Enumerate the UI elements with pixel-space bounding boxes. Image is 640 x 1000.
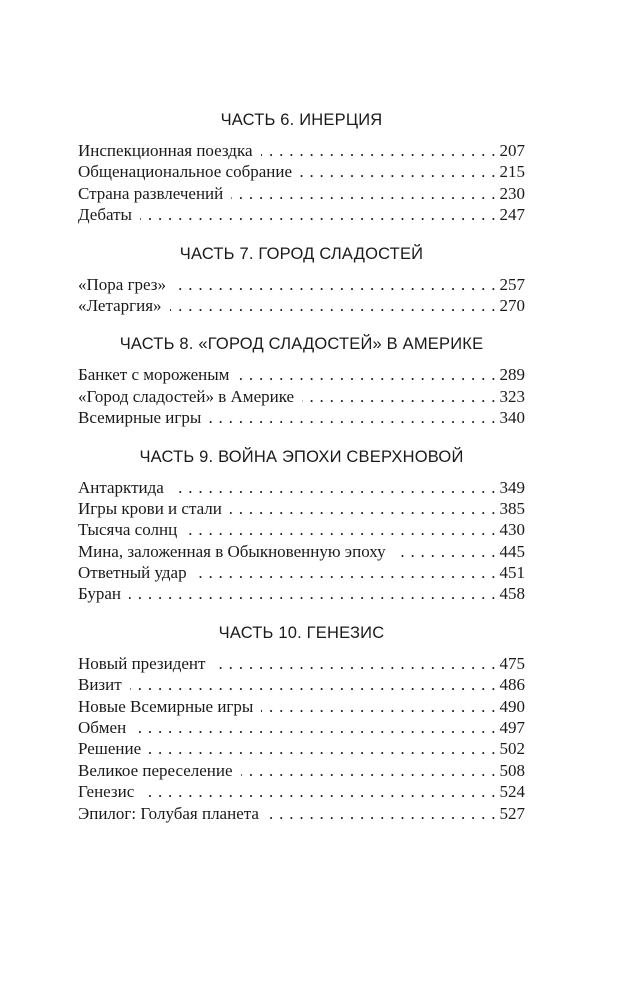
dot-leader xyxy=(394,541,496,562)
toc-part xyxy=(78,619,525,824)
entry-page-number: 458 xyxy=(499,584,525,604)
entry-page-number: 527 xyxy=(499,803,525,823)
toc-entry[interactable] xyxy=(78,519,525,540)
toc-entry[interactable] xyxy=(78,674,525,695)
dot-leader xyxy=(237,364,495,385)
toc-entry[interactable] xyxy=(78,183,525,204)
entry-title: Страна развлечений xyxy=(78,183,224,203)
part-entries xyxy=(78,653,525,824)
entry-page-number: 502 xyxy=(499,739,525,759)
entry-page-number: 475 xyxy=(499,653,525,673)
dot-leader xyxy=(140,204,496,225)
toc-part xyxy=(78,240,525,317)
entry-title: Мина, заложенная в Обыкновенную эпоху xyxy=(78,541,386,561)
dot-leader xyxy=(241,760,496,781)
entry-title: «Летаргия» xyxy=(78,295,162,315)
entry-page-number: 490 xyxy=(499,696,525,716)
entry-title: Эпилог: Голубая планета xyxy=(78,803,259,823)
toc-entry[interactable] xyxy=(78,803,525,824)
dot-leader xyxy=(261,696,495,717)
toc-entry[interactable] xyxy=(78,295,525,316)
entry-page-number: 215 xyxy=(499,162,525,182)
toc-entry[interactable] xyxy=(78,386,525,407)
entry-page-number: 445 xyxy=(499,541,525,561)
dot-leader xyxy=(174,274,495,295)
dot-leader xyxy=(170,295,496,316)
entry-page-number: 289 xyxy=(499,365,525,385)
entry-page-number: 497 xyxy=(499,718,525,738)
dot-leader xyxy=(130,674,496,695)
dot-leader xyxy=(213,653,495,674)
entry-title: Инспекционная поездка xyxy=(78,141,253,160)
toc-entry[interactable] xyxy=(78,696,525,717)
toc-entry[interactable] xyxy=(78,583,525,604)
toc-entry[interactable] xyxy=(78,541,525,562)
dot-leader xyxy=(231,183,495,204)
part-entries xyxy=(78,274,525,317)
dot-leader xyxy=(129,583,496,604)
toc-entry[interactable] xyxy=(78,477,525,498)
part-entries xyxy=(78,140,525,226)
entry-page-number: 230 xyxy=(499,183,525,203)
toc-entry[interactable] xyxy=(78,738,525,759)
entry-page-number: 430 xyxy=(499,520,525,540)
toc-entry[interactable] xyxy=(78,498,525,519)
entry-title: Визит xyxy=(78,675,122,695)
entry-title: Банкет с мороженым xyxy=(78,365,230,385)
toc-entry[interactable] xyxy=(78,562,525,583)
dot-leader xyxy=(185,519,495,540)
entry-title: Тысяча солнц xyxy=(78,520,178,540)
toc-entry[interactable] xyxy=(78,140,525,161)
toc-entry[interactable] xyxy=(78,364,525,385)
entry-title: Антарктида xyxy=(78,477,164,497)
part-entries xyxy=(78,477,525,605)
dot-leader xyxy=(267,803,496,824)
entry-page-number: 451 xyxy=(499,563,525,583)
part-heading: ЧАСТЬ 10. ГЕНЕЗИС xyxy=(218,623,385,642)
entry-title: Общенациональное собрание xyxy=(78,162,293,182)
entry-page-number: 486 xyxy=(499,675,525,695)
part-heading: ЧАСТЬ 7. ГОРОД СЛАДОСТЕЙ xyxy=(179,244,424,263)
dot-leader xyxy=(195,562,496,583)
entry-title: Игры крови и стали xyxy=(78,498,222,518)
entry-title: Дебаты xyxy=(78,205,132,225)
entry-page-number: 323 xyxy=(499,386,525,406)
entry-page-number: 257 xyxy=(499,274,525,294)
entry-page-number: 349 xyxy=(499,477,525,497)
entry-page-number: 524 xyxy=(499,782,525,802)
dot-leader xyxy=(261,140,496,161)
entry-title: Буран xyxy=(78,584,121,604)
dot-leader xyxy=(300,161,495,182)
dot-leader xyxy=(172,477,496,498)
entry-title: Всемирные игры xyxy=(78,408,202,428)
dot-leader xyxy=(149,738,495,759)
entry-page-number: 247 xyxy=(499,205,525,225)
part-heading: ЧАСТЬ 6. ИНЕРЦИЯ xyxy=(220,111,383,129)
entry-title: Новый президент xyxy=(78,653,206,673)
entry-title: Великое переселение xyxy=(78,760,233,780)
dot-leader xyxy=(142,781,495,802)
entry-title: Генезис xyxy=(78,782,135,802)
toc-entry[interactable] xyxy=(78,274,525,295)
toc-entry[interactable] xyxy=(78,653,525,674)
entry-title: Обмен xyxy=(78,718,127,738)
toc-entry[interactable] xyxy=(78,161,525,182)
entry-title: Новые Всемирные игры xyxy=(78,696,254,716)
entry-page-number: 207 xyxy=(499,141,525,160)
entry-page-number: 270 xyxy=(499,295,525,315)
entry-title: Решение xyxy=(78,739,142,759)
toc-part xyxy=(78,106,525,226)
toc-entry[interactable] xyxy=(78,760,525,781)
dot-leader xyxy=(209,407,495,428)
dot-leader xyxy=(230,498,496,519)
table-of-contents xyxy=(78,106,525,824)
toc-part xyxy=(78,443,525,605)
entry-page-number: 508 xyxy=(499,760,525,780)
dot-leader xyxy=(302,386,495,407)
entry-page-number: 385 xyxy=(499,498,525,518)
toc-entry[interactable] xyxy=(78,717,525,738)
part-heading: ЧАСТЬ 8. «ГОРОД СЛАДОСТЕЙ» В АМЕРИКЕ xyxy=(119,335,484,354)
part-entries xyxy=(78,364,525,428)
entry-title: Ответный удар xyxy=(78,563,187,583)
entry-title: «Город сладостей» в Америке xyxy=(78,386,295,406)
part-heading: ЧАСТЬ 9. ВОЙНА ЭПОХИ СВЕРХНОВОЙ xyxy=(139,447,464,466)
toc-entry[interactable] xyxy=(78,781,525,802)
toc-entry[interactable] xyxy=(78,204,525,225)
dot-leader xyxy=(134,717,495,738)
toc-entry[interactable] xyxy=(78,407,525,428)
toc-part xyxy=(78,330,525,428)
entry-page-number: 340 xyxy=(499,408,525,428)
entry-title: «Пора грез» xyxy=(78,274,167,294)
